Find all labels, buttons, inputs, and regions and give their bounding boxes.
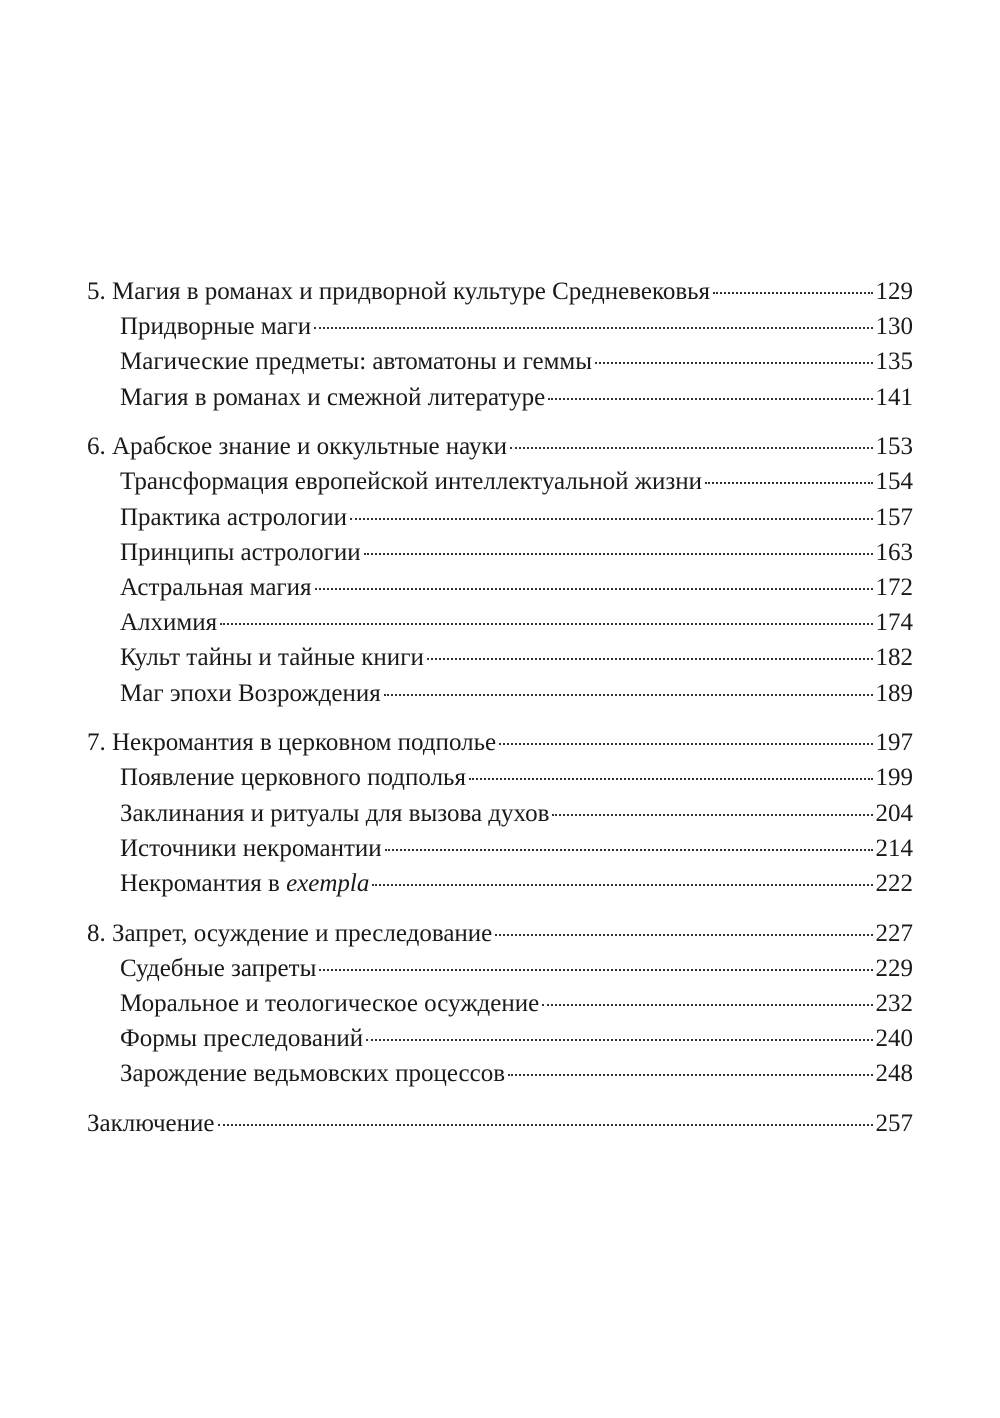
toc-section[interactable]	[87, 831, 913, 866]
page-number: 141	[875, 383, 913, 411]
page-number: 240	[875, 1025, 913, 1053]
toc-section[interactable]	[87, 464, 913, 499]
page-number: 174	[875, 609, 913, 637]
toc-conclusion[interactable]	[87, 1106, 913, 1141]
dot-leader	[427, 658, 873, 660]
section-title: Маг эпохи Возрождения	[120, 679, 381, 707]
dot-leader	[218, 1124, 873, 1126]
page-number: 204	[875, 799, 913, 827]
toc-section[interactable]	[87, 986, 913, 1021]
page-number: 153	[875, 433, 913, 461]
dot-leader	[469, 778, 873, 780]
dot-leader	[220, 623, 872, 625]
section-title: Трансформация европейской интеллектуальной жизни	[120, 468, 703, 496]
toc-section[interactable]	[87, 796, 913, 831]
chapter-title: 7. Некромантия в церковном подполье	[87, 729, 497, 757]
dot-leader	[319, 969, 872, 971]
toc-chapter-6[interactable]	[87, 429, 913, 464]
page-number: 157	[875, 503, 913, 531]
page-number: 154	[875, 468, 913, 496]
dot-leader	[385, 849, 873, 851]
toc-section[interactable]	[87, 344, 913, 379]
chapter-title: 5. Магия в романах и придворной культуре Средневековья	[87, 278, 711, 305]
toc-chapter-5[interactable]	[87, 274, 913, 309]
toc-section[interactable]	[87, 760, 913, 795]
toc-section[interactable]	[87, 380, 913, 415]
dot-leader	[350, 518, 873, 520]
page-number: 199	[875, 764, 913, 792]
chapter-spacer	[87, 901, 913, 916]
dot-leader	[495, 934, 872, 936]
page-number: 214	[875, 834, 913, 862]
section-title-text: Некромантия в	[120, 870, 280, 897]
toc-chapter-8[interactable]	[87, 916, 913, 951]
page-number: 189	[875, 679, 913, 707]
chapter-spacer	[87, 1092, 913, 1107]
section-title: Моральное и теологическое осуждение	[120, 990, 540, 1018]
section-title-italic: exempla	[286, 870, 370, 897]
dot-leader	[372, 884, 872, 886]
section-title: Источники некромантии	[120, 834, 382, 862]
section-title: Астральная магия	[120, 574, 312, 601]
section-title: Принципы астрологии	[120, 538, 361, 566]
section-title: Заклинания и ритуалы для вызова духов	[120, 799, 550, 827]
section-title: Зарождение ведьмовских процессов	[120, 1060, 506, 1088]
toc-section[interactable]	[87, 1021, 913, 1056]
chapter-spacer	[87, 711, 913, 726]
section-title: Культ тайны и тайные книги	[120, 644, 424, 672]
chapter-title: Заключение	[87, 1110, 215, 1138]
dot-leader	[713, 292, 872, 294]
dot-leader	[499, 743, 872, 745]
toc-section[interactable]	[87, 866, 913, 901]
toc-section[interactable]	[87, 570, 913, 605]
section-title: Практика астрологии	[120, 503, 347, 531]
table-of-contents	[87, 274, 913, 1141]
page-number: 130	[875, 313, 913, 341]
page-number: 229	[875, 954, 913, 982]
section-title: Придворные маги	[120, 313, 312, 341]
toc-section[interactable]	[87, 309, 913, 344]
section-title: Судебные запреты	[120, 954, 317, 982]
section-title: Алхимия	[120, 609, 218, 637]
dot-leader	[366, 1039, 872, 1041]
toc-section[interactable]	[87, 605, 913, 640]
page-number: 227	[875, 919, 913, 947]
page-number: 163	[875, 538, 913, 566]
dot-leader	[508, 1074, 872, 1076]
page-number: 182	[875, 644, 913, 672]
section-title: Появление церковного подполья	[120, 764, 466, 792]
page-number: 232	[875, 990, 913, 1018]
page-number: 172	[875, 574, 913, 601]
toc-section[interactable]	[87, 500, 913, 535]
dot-leader	[314, 327, 872, 329]
chapter-spacer	[87, 415, 913, 430]
page-number: 222	[875, 870, 913, 897]
dot-leader	[384, 694, 873, 696]
chapter-title: 8. Запрет, осуждение и преследование	[87, 919, 493, 947]
page-number: 135	[875, 348, 913, 376]
dot-leader	[705, 482, 872, 484]
page-number: 248	[875, 1060, 913, 1088]
toc-chapter-7[interactable]	[87, 725, 913, 760]
page-number: 197	[875, 729, 913, 757]
page-number: 129	[875, 278, 913, 305]
dot-leader	[548, 398, 872, 400]
toc-section[interactable]	[87, 1056, 913, 1091]
section-title: Формы преследований	[120, 1025, 364, 1053]
toc-section[interactable]	[87, 535, 913, 570]
toc-section[interactable]	[87, 640, 913, 675]
dot-leader	[315, 588, 873, 590]
dot-leader	[542, 1004, 872, 1006]
dot-leader	[364, 553, 873, 555]
section-title: Магические предметы: автоматоны и геммы	[120, 348, 593, 376]
section-title: Магия в романах и смежной литературе	[120, 383, 546, 411]
toc-section[interactable]	[87, 676, 913, 711]
dot-leader	[595, 362, 872, 364]
toc-section[interactable]	[87, 951, 913, 986]
page-number: 257	[875, 1110, 913, 1138]
dot-leader	[510, 447, 872, 449]
section-title	[120, 866, 369, 901]
dot-leader	[552, 814, 872, 816]
chapter-title: 6. Арабское знание и оккультные науки	[87, 433, 508, 461]
